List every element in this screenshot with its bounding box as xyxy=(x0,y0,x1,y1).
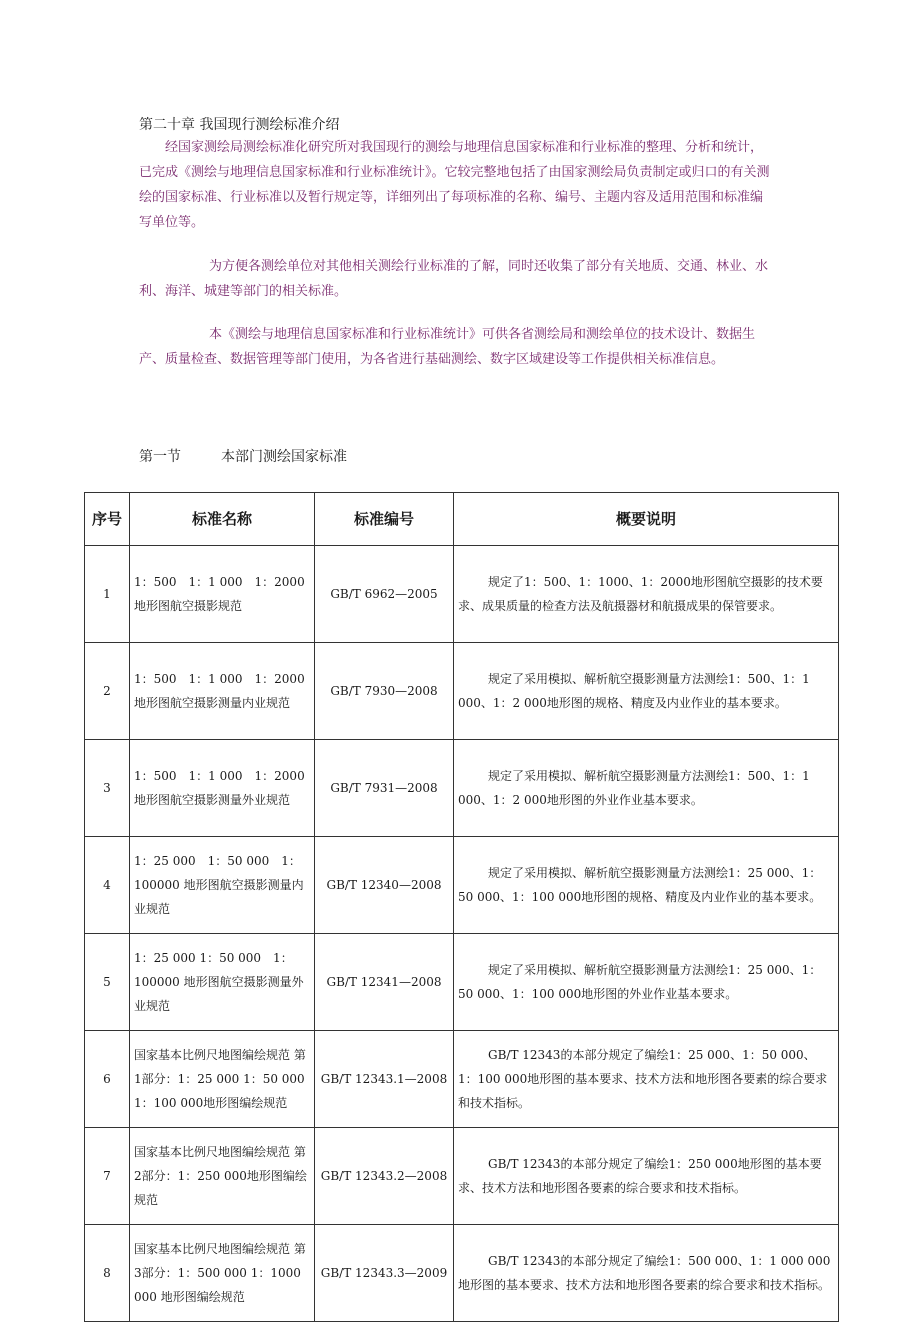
cell-name: 1：500 1：1 000 1：2000 地形图航空摄影测量外业规范 xyxy=(130,740,315,837)
cell-desc: GB/T 12343的本部分规定了编绘1：250 000地形图的基本要求、技术方法和地形图各要素的综合要求和技术指标。 xyxy=(454,1128,839,1225)
cell-no: 1 xyxy=(85,546,130,643)
cell-no: 5 xyxy=(85,934,130,1031)
cell-code: GB/T 12340—2008 xyxy=(315,837,454,934)
intro-paragraph-2: 为方便各测绘单位对其他相关测绘行业标准的了解，同时还收集了部分有关地质、交通、林业、水利、海洋、城建等部门的相关标准。 xyxy=(139,259,769,299)
table-row xyxy=(85,1031,839,1128)
cell-code: GB/T 6962—2005 xyxy=(315,546,454,643)
cell-desc: GB/T 12343的本部分规定了编绘1：500 000、1：1 000 000地形图的基本要求、技术方法和地形图各要素的综合要求和技术指标。 xyxy=(454,1225,839,1322)
cell-name: 国家基本比例尺地图编绘规范 第3部分：1：500 000 1：1000 000 地形图编绘规范 xyxy=(130,1225,315,1322)
cell-no: 3 xyxy=(85,740,130,837)
cell-no: 7 xyxy=(85,1128,130,1225)
cell-desc: 规定了采用模拟、解析航空摄影测量方法测绘1：25 000、1：50 000、1：100 000地形图的规格、精度及内业作业的基本要求。 xyxy=(454,837,839,934)
cell-no: 4 xyxy=(85,837,130,934)
cell-desc: 规定了采用模拟、解析航空摄影测量方法测绘1：500、1：1 000、1：2 000地形图的规格、精度及内业作业的基本要求。 xyxy=(454,643,839,740)
intro-paragraph-1: 经国家测绘局测绘标准化研究所对我国现行的测绘与地理信息国家标准和行业标准的整理、分析和统计，已完成《测绘与地理信息国家标准和行业标准统计》。它较完整地包括了由国家测绘局负责制定或归口的有关测绘的国家标准、行业标准以及暂行规定等，详细列出了每项标准的名称、编号、主题内容及适用范围和标准编写单位等。 xyxy=(139,140,770,230)
table-row xyxy=(85,837,839,934)
cell-desc: 规定了采用模拟、解析航空摄影测量方法测绘1：25 000、1：50 000、1：100 000地形图的外业作业基本要求。 xyxy=(454,934,839,1031)
header-desc: 概要说明 xyxy=(454,493,839,546)
cell-code: GB/T 7930—2008 xyxy=(315,643,454,740)
cell-code: GB/T 12343.3—2009 xyxy=(315,1225,454,1322)
cell-name: 国家基本比例尺地图编绘规范 第1部分：1：25 000 1：50 000 1：100 000地形图编绘规范 xyxy=(130,1031,315,1128)
table-row xyxy=(85,1128,839,1225)
table-row xyxy=(85,643,839,740)
cell-code: GB/T 7931—2008 xyxy=(315,740,454,837)
standards-table xyxy=(84,492,839,1322)
table-row xyxy=(85,740,839,837)
header-code: 标准编号 xyxy=(315,493,454,546)
cell-desc: GB/T 12343的本部分规定了编绘1：25 000、1：50 000、1：100 000地形图的基本要求、技术方法和地形图各要素的综合要求和技术指标。 xyxy=(454,1031,839,1128)
section-title: 本部门测绘国家标准 xyxy=(221,449,347,465)
section-heading xyxy=(139,446,347,466)
cell-no: 2 xyxy=(85,643,130,740)
cell-desc: 规定了1：500、1：1000、1：2000地形图航空摄影的技术要求、成果质量的检查方法及航摄器材和航摄成果的保管要求。 xyxy=(454,546,839,643)
cell-name: 1：500 1：1 000 1：2000地形图航空摄影规范 xyxy=(130,546,315,643)
cell-no: 6 xyxy=(85,1031,130,1128)
cell-code: GB/T 12341—2008 xyxy=(315,934,454,1031)
cell-name: 1：25 000 1：50 000 1：100000 地形图航空摄影测量外业规范 xyxy=(130,934,315,1031)
cell-no: 8 xyxy=(85,1225,130,1322)
cell-name: 1：25 000 1：50 000 1：100000 地形图航空摄影测量内业规范 xyxy=(130,837,315,934)
cell-name: 国家基本比例尺地图编绘规范 第2部分：1：250 000地形图编绘规范 xyxy=(130,1128,315,1225)
cell-desc: 规定了采用模拟、解析航空摄影测量方法测绘1：500、1：1 000、1：2 000地形图的外业作业基本要求。 xyxy=(454,740,839,837)
cell-code: GB/T 12343.1—2008 xyxy=(315,1031,454,1128)
table-row xyxy=(85,934,839,1031)
table-header-row xyxy=(85,493,839,546)
cell-code: GB/T 12343.2—2008 xyxy=(315,1128,454,1225)
cell-name: 1：500 1：1 000 1：2000 地形图航空摄影测量内业规范 xyxy=(130,643,315,740)
chapter-title: 第二十章 我国现行测绘标准介绍 xyxy=(139,117,340,133)
intro-paragraph-3: 本《测绘与地理信息国家标准和行业标准统计》可供各省测绘局和测绘单位的技术设计、数据生产、质量检查、数据管理等部门使用，为各省进行基础测绘、数字区域建设等工作提供相关标准信息。 xyxy=(139,327,756,367)
section-number: 第一节 xyxy=(139,449,181,465)
table-row xyxy=(85,1225,839,1322)
header-no: 序号 xyxy=(85,493,130,546)
header-name: 标准名称 xyxy=(130,493,315,546)
table-row xyxy=(85,546,839,643)
